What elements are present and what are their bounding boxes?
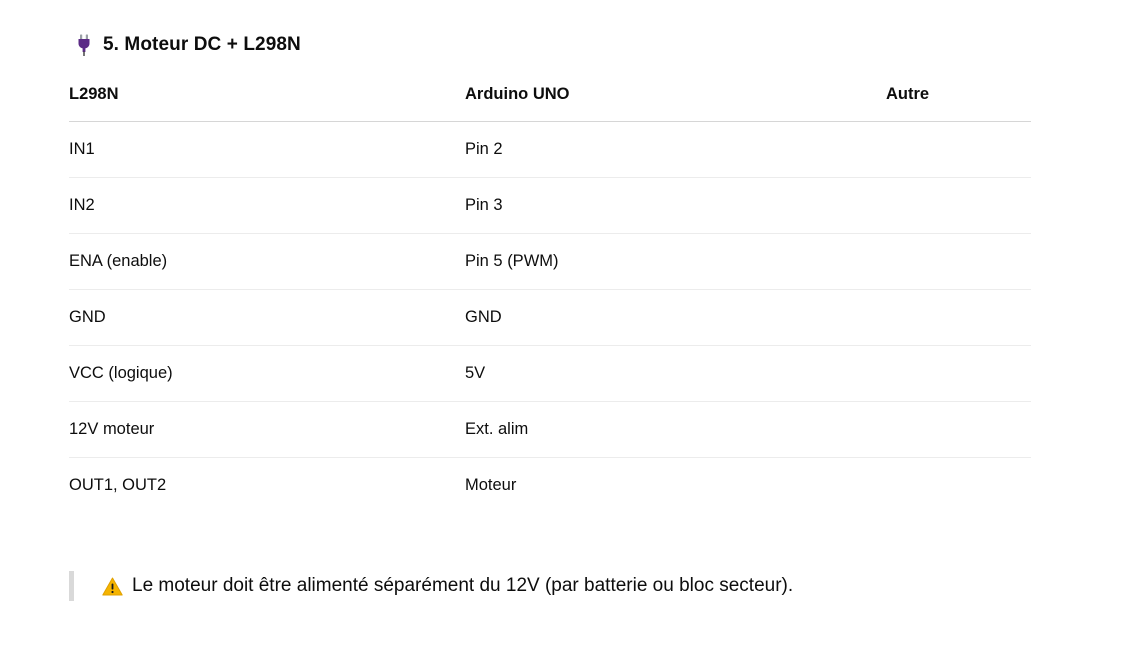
section-heading <box>76 31 301 59</box>
cell-autre <box>886 346 1031 402</box>
warning-icon <box>102 577 123 596</box>
cell-l298n: VCC (logique) <box>69 346 465 402</box>
cell-arduino: Pin 3 <box>465 178 886 234</box>
table-row <box>69 402 1031 458</box>
column-header-arduino-uno: Arduino UNO <box>465 67 886 122</box>
cell-l298n: 12V moteur <box>69 402 465 458</box>
cell-autre <box>886 290 1031 346</box>
cell-autre <box>886 234 1031 290</box>
table-row <box>69 346 1031 402</box>
table-header-row <box>69 67 1031 122</box>
table-row <box>69 458 1031 514</box>
cell-arduino: 5V <box>465 346 886 402</box>
cell-l298n: GND <box>69 290 465 346</box>
table-row <box>69 178 1031 234</box>
cell-arduino: Pin 5 (PWM) <box>465 234 886 290</box>
column-header-l298n: L298N <box>69 67 465 122</box>
cell-arduino: Ext. alim <box>465 402 886 458</box>
table-row <box>69 234 1031 290</box>
warning-note-text: Le moteur doit être alimenté séparément du 12V (par batterie ou bloc secteur). <box>132 575 794 596</box>
section-title: 5. Moteur DC + L298N <box>103 34 301 55</box>
cell-l298n: OUT1, OUT2 <box>69 476 167 494</box>
pin-mapping-table <box>69 67 1031 513</box>
table-row <box>69 122 1031 178</box>
cell-autre <box>886 178 1031 234</box>
column-header-autre: Autre <box>886 67 1031 122</box>
cell-autre <box>886 458 1031 514</box>
cell-autre <box>886 402 1031 458</box>
warning-note <box>69 571 793 601</box>
cell-l298n: IN2 <box>69 178 465 234</box>
cell-l298n: IN1 <box>69 122 465 178</box>
cell-arduino: GND <box>465 290 886 346</box>
table-row <box>69 290 1031 346</box>
electric-plug-icon <box>76 34 92 56</box>
cell-arduino: Moteur <box>465 476 517 494</box>
cell-l298n: ENA (enable) <box>69 234 465 290</box>
cell-autre <box>886 122 1031 178</box>
cell-arduino: Pin 2 <box>465 122 886 178</box>
